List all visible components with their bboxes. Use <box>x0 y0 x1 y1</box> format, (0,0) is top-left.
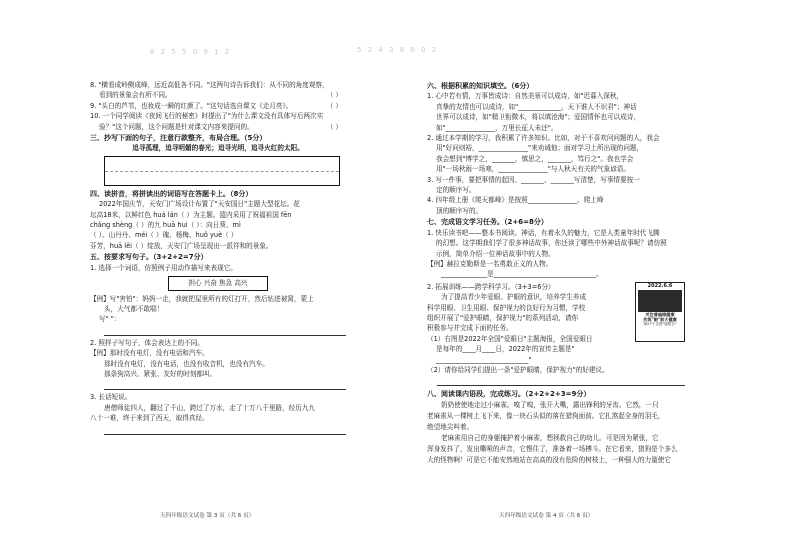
question-10-cont: 验？"这个问题，这个问题是针对课文内容来提问的。 （ ） <box>99 122 342 131</box>
poster-caption: 关注普遍眼健康 <box>645 312 675 317</box>
page-4 <box>357 0 794 560</box>
scan-marks: 5 2 4 3 8 0 0 2 <box>357 46 439 54</box>
task-line: 为了提高青少年爱眼、护眼的意识，培养学生养成 <box>441 293 587 302</box>
page-footer: 天四年级语文试卷 第 3 页（共 6 页） <box>160 513 255 519</box>
reading-passage: 老麻雀从一棵树上飞下来，像一块石头似的落在猎狗面前。它扎煞起全身的羽毛， <box>427 411 665 420</box>
copy-sentence: 追寻孤理，追寻明媚的春光；追寻光明，追寻火红的太阳。 <box>132 144 304 153</box>
fill-line: 世界可以成诗，如"精卫衔微木，将以填沧海"；爱国情怀也可以成诗， <box>436 113 640 122</box>
answer-paren[interactable]: （ ） <box>326 101 342 110</box>
example-text: 【例】赫拉克勒斯是一名勇敢正义的人物。 <box>427 259 553 268</box>
page-4-content <box>427 80 685 466</box>
fill-line: 用"好问则裕，_______________"来劝诫他；面对学习上所出现的问题， <box>436 144 644 153</box>
section-5-heading: 五、按要求写句子。（3+2+2=7分） <box>90 253 208 262</box>
fill-line: 用"一场秋雨一场寒，_______________"与人秋天有关的气象谚语。 <box>436 165 630 174</box>
question-8-cont: 看到的景象会有所不同。 （ ） <box>99 91 342 100</box>
task-line: 科学用眼、卫生用眼、保护视力的良好行为习惯，学校 <box>427 303 586 312</box>
story-text: 唐僧师徒四人，翻过了千山，跨过了万水，走了十万八千里路，经历九九 <box>104 403 315 412</box>
scan-marks: 8 2 5 5 0 9 1 2 <box>150 48 232 56</box>
task-line: 的幻想。这学期我们学了很多神话故事，你还读了哪些中外神话故事呢？请仿照 <box>436 239 667 248</box>
reading-passage: 绝望地尖叫着。 <box>427 422 474 431</box>
example-blank[interactable]: ______________是_______________________________。 <box>441 270 603 279</box>
task-line: 2. 拓展训练——跨学科学习。（3+3=6分） <box>427 282 555 291</box>
answer-paren[interactable]: （ ） <box>326 91 342 100</box>
answer-line[interactable] <box>437 378 685 386</box>
answer-line[interactable] <box>104 328 346 336</box>
fill-line: 1. 心中若有情，万事皆成诗：自然美景可以成诗，如"迟暮入深秋， <box>427 92 624 101</box>
example-text: 【例】写"害怕"：妈妈一走，我就把屋里所有的灯打开，然后钻进被窝，蒙上 <box>90 294 314 303</box>
pinyin-line: 坛高18米，以鲜红色 huá lán（ ）为主题。篮内采用了祝福祖国 fēn <box>90 210 292 219</box>
pinyin-line: 芬芳，huā lěi（ ）绽放，天安门广场呈现出一派祥和的景象。 <box>90 241 273 250</box>
write-prompt: 写" "： <box>99 315 121 324</box>
section-8-heading: 八、阅读课内语段，完成练习。（2+2+2+3=9分） <box>427 390 591 399</box>
reading-passage: 浑身发抖了，发出嘶哑的声音，它愣住了，准备着一场搏斗。在它看来，猎狗是个多么 <box>427 444 678 453</box>
poster-date: 2022.6.6 <box>647 283 673 289</box>
section-7-heading: 七、完成语文学习任务。（2+6=8分） <box>427 218 548 227</box>
fill-line: 顶的顺序写的。 <box>436 206 483 215</box>
task-line: 是每年的____月____日，2022年的宣传主题是" <box>436 345 575 354</box>
question-5-3: 3. 长话短说。 <box>90 393 132 402</box>
task-line: （2）请你给同学们提出一条"爱护眼睛，保护视力"的好建议。 <box>427 365 609 374</box>
eye-day-poster <box>635 282 685 342</box>
fill-line: 我会想到"博学之，_______，慎思之，_______，笃行之"。我也学会 <box>436 154 634 163</box>
task-line: 组织开展了"爱护眼睛，保护视力"的系列活动，请你 <box>427 313 579 322</box>
example-text-cont: 头，大气都不敢喘！ <box>104 304 164 313</box>
task-line: （1）右图是2022年全国"爱眼日"主题海报，全国爱眼日 <box>427 334 593 343</box>
answer-line[interactable] <box>104 427 346 435</box>
section-6-heading: 六、根据积累的知识填空。（6分） <box>427 82 534 90</box>
story-text: 八十一难，终于来到了西天，取得真经。 <box>90 414 209 423</box>
fill-line: 3. 写一件事，要把事情的起因、_______、_______写清楚，写事情要按一 <box>427 175 640 184</box>
answer-paren[interactable]: （ ） <box>326 122 342 131</box>
task-line: 示例，简单介绍一位神话故事中的人物。 <box>436 249 555 258</box>
fill-line: 如"_______________，万里长征人未还"。 <box>436 123 558 132</box>
example-text-cont: 那条狗高兴、紧张、友好的时刻都叫。 <box>104 369 217 378</box>
reading-passage: 老麻雀用自己的身躯掩护着小麻雀，想拯救自己的幼儿。可是因为紧张，它 <box>441 433 659 442</box>
pinyin-line: （ ）、山丹丹、méi（ ）瑰、杨梅、huǒ yuè（ ） <box>90 231 238 240</box>
question-10: 10. 一个同学阅读《夜间飞行的秘密》时提出了"为什么课文没有具体写后两次实 <box>90 112 324 121</box>
task-line: ____________________________" <box>436 355 532 364</box>
question-8: 8. "横看成岭侧成峰，远近高低各不同。"这两句诗告诉我们：从不同的角度观察， <box>90 81 329 89</box>
copy-writing-box[interactable] <box>104 156 340 186</box>
question-5-2: 2. 照样子写句子，体会表达上的不同。 <box>90 338 204 347</box>
reading-passage: 奶奶使使地走过小麻雀。嗅了嗅，张开大嘴，露出锋利的牙齿。它然，一只 <box>441 400 659 409</box>
answer-line[interactable] <box>104 382 346 390</box>
question-5-1: 1. 选择一个词语，仿照例子用动作描写来表现它。 <box>90 263 237 272</box>
fill-line: 真挚的友情也可以成诗，如"_____________，天下谁人不识君"；神话 <box>436 102 637 111</box>
poster-image <box>638 290 682 312</box>
question-9: 9. "头白的芦苇，也妆成一瞬的红颜了。"这句话选自课文《走月亮》。 （ ） <box>90 101 342 110</box>
fill-line: 4. 四年级上册《爬天都峰》是按照_______________、爬上峰 <box>427 196 604 205</box>
reading-passage: 大的怪物啊！可是它不能安然地站在高高的没有危险的树枝上，一种强大的力量使它 <box>427 455 671 464</box>
section-4-heading: 四、读拼音，将拼读出的词语写在答题卡上。（8分） <box>90 189 253 198</box>
fill-line: 2. 通过本学期的学习，我积累了许多知识。比如，对于不喜欢问问题的人，我会 <box>427 134 660 143</box>
fill-line: 定的顺序写。 <box>436 186 476 195</box>
page-3-content <box>90 80 346 435</box>
example-text-cont: 那时没有电灯，没有电话，也没有收音机，也没有汽车。 <box>104 359 269 368</box>
poster-footer: 第27个全国"爱眼日" <box>643 322 677 326</box>
task-line: 1. 快乐读书吧——整本书阅读。神话，有着永久的魅力，它是人类童年时代飞腾 <box>427 228 660 237</box>
word-choice-box: 担心 兴奋 焦急 高兴 <box>168 276 268 290</box>
section-3-heading: 三、抄写下面的句子，注意行款整齐，布局合理。（5分） <box>90 134 267 143</box>
pinyin-line: chǎng shèng（ ）的九 huā huì（ ）：向日葵、mì <box>90 221 241 230</box>
pinyin-line: 2022年国庆节，天安门广场设计布置了"天安国日"主题大型花坛。花 <box>99 200 300 209</box>
page-footer: 天四年级语文试卷 第 4 页（共 6 页） <box>499 513 594 519</box>
task-line: 积极参与并完成下面的任务。 <box>427 324 513 333</box>
example-text: 【例】那时没有电灯，没有电话和汽车。 <box>90 349 209 358</box>
poster-caption: 共筑"眼"前大健康 <box>643 317 677 322</box>
